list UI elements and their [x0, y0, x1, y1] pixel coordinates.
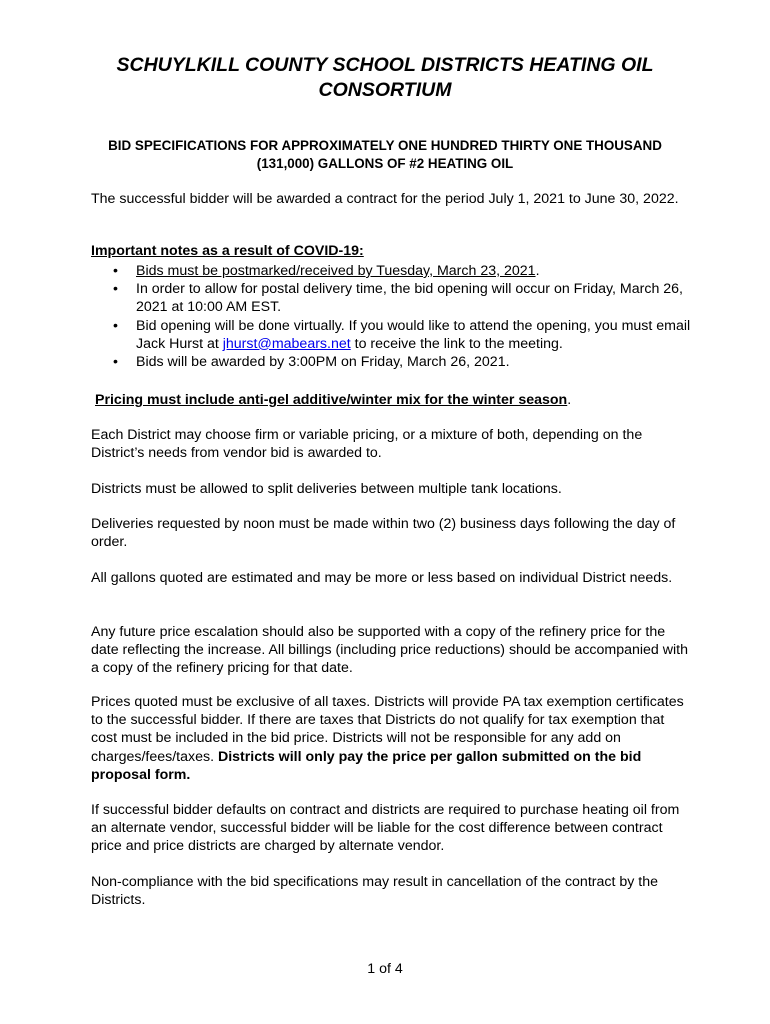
price-escalation-paragraph: Any future price escalation should also be supported with a copy of the refinery price for the date reflecting the increase. All billings (including price reductions) should be accompanied with a copy of the refinery pricing for that date. — [91, 624, 688, 677]
virtual-opening-text: Bid opening will be done virtually. If you would like to attend the opening, you must email Jack Hurst at — [136, 317, 691, 352]
split-deliveries-paragraph: Districts must be allowed to split deliveries between multiple tank locations. — [91, 481, 562, 497]
list-item — [91, 317, 691, 353]
covid-notes-list — [91, 262, 691, 371]
bid-opening-text: In order to allow for postal delivery time, the bid opening will occur on Friday, March 26, 2021 at 10:00 AM EST. — [136, 281, 684, 316]
bullet-icon: • — [113, 317, 118, 334]
deadline-text: Bids must be postmarked/received by Tuesday, March 23, 2021 — [136, 263, 536, 279]
default-paragraph: If successful bidder defaults on contract and districts are required to purchase heating oil from an alternate vendor, successful bidder will be liable for the cost difference between contract price and price districts are charged by alternate vendor. — [91, 802, 680, 855]
pricing-note — [95, 391, 571, 409]
document-title: SCHUYLKILL COUNTY SCHOOL DISTRICTS HEATING OIL CONSORTIUM — [116, 54, 654, 101]
award-text: Bids will be awarded by 3:00PM on Friday, March 26, 2021. — [136, 354, 510, 371]
pricing-period: . — [567, 392, 572, 408]
deadline-period: . — [535, 263, 540, 279]
taxes-bold-text: Districts will only pay the price per gallon submitted on the bid proposal form. — [91, 748, 642, 783]
virtual-opening-text-end: to receive the link to the meeting. — [350, 335, 563, 352]
bullet-icon: • — [113, 263, 118, 279]
page-number: 1 of 4 — [367, 961, 403, 977]
email-link[interactable]: jhurst@mabears.net — [222, 335, 351, 352]
list-item — [91, 353, 691, 371]
delivery-time-paragraph: Deliveries requested by noon must be made within two (2) business days following the day of order. — [91, 516, 676, 551]
pricing-options-paragraph: Each District may choose firm or variable pricing, or a mixture of both, depending on the District’s needs from vendor bid is awarded to. — [91, 427, 643, 462]
list-item — [91, 262, 691, 280]
intro-paragraph: The successful bidder will be awarded a contract for the period July 1, 2021 to June 30, 2022. — [91, 191, 679, 207]
covid-heading: Important notes as a result of COVID-19: — [91, 243, 364, 259]
list-item — [91, 280, 691, 316]
gallons-estimate-paragraph: All gallons quoted are estimated and may be more or less based on individual District needs. — [91, 570, 673, 586]
document-subtitle: BID SPECIFICATIONS FOR APPROXIMATELY ONE HUNDRED THIRTY ONE THOUSAND (131,000) GALLONS OF #2 HEATING OIL — [108, 138, 662, 171]
taxes-paragraph — [91, 693, 691, 784]
bullet-icon: • — [113, 354, 118, 371]
bullet-icon: • — [113, 281, 118, 298]
pricing-text: Pricing must include anti-gel additive/winter mix for the winter season — [95, 392, 568, 408]
non-compliance-paragraph: Non-compliance with the bid specifications may result in cancellation of the contract by the Districts. — [91, 874, 659, 909]
taxes-text: Prices quoted must be exclusive of all taxes. Districts will provide PA tax exemption certificates to the successful bidder. If there are taxes that Districts do not qualify for tax exemption that cost must be included in the bid price. Districts will not be responsible for any add on charges/fees/taxes. — [91, 694, 684, 765]
